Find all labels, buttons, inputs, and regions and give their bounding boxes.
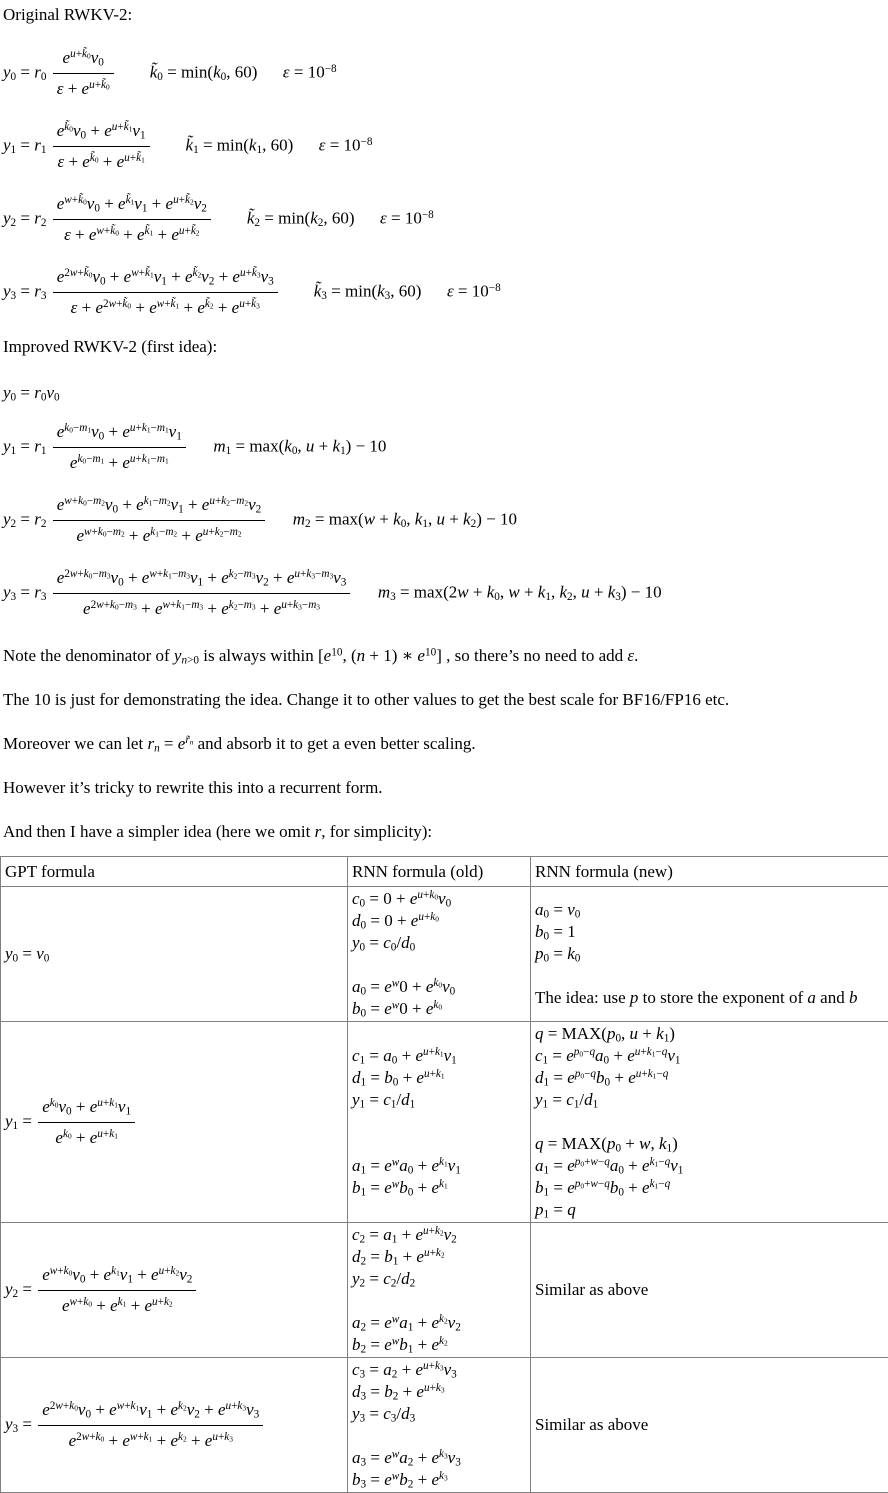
formula-line: $p_1 = q$ bbox=[535, 1199, 884, 1221]
formula-line bbox=[535, 965, 884, 987]
formula-line: $c_2 = a_1 + e^{u+k_2}v_2$ bbox=[352, 1224, 526, 1246]
cell-new-y0 bbox=[531, 887, 888, 1022]
cell-gpt-y2: $y_2$ = $\frac{e^{w+k_0}v_0 + e^{k_1}v_1 + e^{u+k_2}v_2}{e^{w+k_0} + e^{k_1} + e^{u+k_2}}$ bbox=[1, 1223, 348, 1358]
formula-line: $d_0 = 0 + e^{u+k_0}$ bbox=[352, 910, 526, 932]
cell-old-y1 bbox=[348, 1022, 531, 1223]
formula-line: $y_0 = c_0/d_0$ bbox=[352, 932, 526, 954]
formula-improved-y2: $y_2 = r_2$ $\frac{e^{w+k_0-m_2}v_0 + e^{k_1-m_2}v_1 + e^{u+k_2-m_2}v_2}{e^{w+k_0-m_2} + e^{k_1-m_2} + e^{u+k_2-m_2}}$ $m_2 = \max(w + k_0$, $k_1$, $u + k_2) - 10$ bbox=[3, 491, 888, 550]
formula-line: $y_1 = c_1/d_1$ bbox=[535, 1089, 884, 1111]
formula-line bbox=[535, 1111, 884, 1133]
note-denominator: Note the denominator of $y_{n>0}$ is always within [$e^{10}$, (n + 1) ∗ $e^{10}$] , so there’s no need to add ε. bbox=[3, 645, 888, 667]
formula-line: $b_0 = e^w0 + e^{k_0}$ bbox=[352, 998, 526, 1020]
formula-line: $b_1 = e^wb_0 + e^{k_1}$ bbox=[352, 1177, 526, 1199]
formula-line: $d_1 = b_0 + e^{u+k_1}$ bbox=[352, 1067, 526, 1089]
formula-line: $d_2 = b_1 + e^{u+k_2}$ bbox=[352, 1246, 526, 1268]
formula-line: $b_1 = e^{p_0+w-q}b_0 + e^{k_1-q}$ bbox=[535, 1177, 884, 1199]
formula-line: $a_0 = e^w0 + e^{k_0}v_0$ bbox=[352, 976, 526, 998]
formula-line: $b_3 = e^wb_2 + e^{k_3}$ bbox=[352, 1469, 526, 1491]
formula-line: $c_3 = a_2 + e^{u+k_3}v_3$ bbox=[352, 1359, 526, 1381]
formula-line bbox=[352, 1111, 526, 1133]
col-header-rnn-new: RNN formula (new) bbox=[531, 857, 888, 887]
formula-line: $q = MAX(p_0$, $u + k_1$) bbox=[535, 1023, 884, 1045]
formula-line: The idea: use p to store the exponent of a and b bbox=[535, 987, 884, 1009]
cell-new-y3 bbox=[531, 1358, 888, 1493]
formula-line: $a_1 = e^wa_0 + e^{k_1}v_1$ bbox=[352, 1155, 526, 1177]
cell-old-y3 bbox=[348, 1358, 531, 1493]
note-simpler-idea: And then I have a simpler idea (here we omit r, for simplicity): bbox=[3, 821, 888, 843]
formula-table bbox=[0, 856, 888, 1493]
cell-gpt-y3: $y_3$ = $\frac{e^{2w+k_0}v_0 + e^{w+k_1}v_1 + e^{k_2}v_2 + e^{u+k_3}v_3}{e^{2w+k_0} + e^{w+k_1} + e^{k_2} + e^{u+k_3}}$ bbox=[1, 1358, 348, 1493]
formula-line: $y_2 = c_2/d_2$ bbox=[352, 1268, 526, 1290]
formula-improved-y1: $y_1 = r_1$ $\frac{e^{k_0-m_1}v_0 + e^{u+k_1-m_1}v_1}{e^{k_0-m_1} + e^{u+k_1-m_1}}$ $m_1 = \max(k_0$, $u + k_1) - 10$ bbox=[3, 418, 888, 477]
formula-original-y1: $y_1 = r_1$ $\frac{e^{k̃_0}v_0 + e^{u+k̃_1}v_1}{\varepsilon + e^{k̃_0} + e^{u+k̃_1}}$ $k̃_1 = \min(k_1$, 60) $\varepsilon = 10^{-8}$ bbox=[3, 117, 888, 176]
formula-original-y0: $y_0 = r_0$ $\frac{e^{u+k̃_0}v_0}{\varepsilon + e^{u+k̃_0}}$ $k̃_0 = \min(k_0$, 60) $\varepsilon = 10^{-8}$ bbox=[3, 44, 888, 103]
formula-line bbox=[352, 1290, 526, 1312]
formula-original-y3: $y_3 = r_3$ $\frac{e^{2w+k̃_0}v_0 + e^{w+k̃_1}v_1 + e^{k̃_2}v_2 + e^{u+k̃_3}v_3}{\varepsilon + e^{2w+k̃_0} + e^{w+k̃_1} + e^{k̃_2} + e^{u+k̃_3}}$ $k̃_3 = \min(k_3$, 60) $\varepsilon = 10^{-8}$ bbox=[3, 263, 888, 322]
section-title-original: Original RWKV-2: bbox=[3, 4, 888, 26]
cell-new-y2 bbox=[531, 1223, 888, 1358]
col-header-gpt-formula: GPT formula bbox=[1, 857, 348, 887]
formula-line: Similar as above bbox=[535, 1279, 884, 1301]
table-row-y0 bbox=[1, 887, 888, 1022]
formula-line: $y_3 = c_3/d_3$ bbox=[352, 1403, 526, 1425]
formula-line: Similar as above bbox=[535, 1414, 884, 1436]
formula-line bbox=[352, 954, 526, 976]
formula-line: $d_1 = e^{p_0-q}b_0 + e^{u+k_1-q}$ bbox=[535, 1067, 884, 1089]
formula-line: $a_3 = e^wa_2 + e^{k_3}v_3$ bbox=[352, 1447, 526, 1469]
formula-line: $c_0 = 0 + e^{u+k_0}v_0$ bbox=[352, 888, 526, 910]
table-header-row bbox=[1, 857, 888, 887]
cell-old-y0 bbox=[348, 887, 531, 1022]
col-header-rnn-old: RNN formula (old) bbox=[348, 857, 531, 887]
formula-line: $b_2 = e^wb_1 + e^{k_2}$ bbox=[352, 1334, 526, 1356]
cell-gpt-y1: $y_1$ = $\frac{e^{k_0}v_0 + e^{u+k_1}v_1}{e^{k_0} + e^{u+k_1}}$ bbox=[1, 1022, 348, 1223]
note-ten-scale: The 10 is just for demonstrating the idea. Change it to other values to get the best scale for BF16/FP16 etc. bbox=[3, 689, 888, 711]
formula-line: $y_1 = c_1/d_1$ bbox=[352, 1089, 526, 1111]
table-row-y3 bbox=[1, 1358, 888, 1493]
formula-line bbox=[352, 1133, 526, 1155]
cell-old-y2 bbox=[348, 1223, 531, 1358]
table-row-y1 bbox=[1, 1022, 888, 1223]
cell-new-y1 bbox=[531, 1022, 888, 1223]
formula-line: $p_0 = k_0$ bbox=[535, 943, 884, 965]
formula-improved-y0: $y_0 = r_0v_0$ bbox=[3, 382, 888, 404]
formula-original-y2: $y_2 = r_2$ $\frac{e^{w+k̃_0}v_0 + e^{k̃_1}v_1 + e^{u+k̃_2}v_2}{\varepsilon + e^{w+k̃_0} + e^{k̃_1} + e^{u+k̃_2}}$ $k̃_2 = \min(k_2$, 60) $\varepsilon = 10^{-8}$ bbox=[3, 190, 888, 249]
formula-improved-y3: $y_3 = r_3$ $\frac{e^{2w+k_0-m_3}v_0 + e^{w+k_1-m_3}v_1 + e^{k_2-m_3}v_2 + e^{u+k_3-m_3}v_3}{e^{2w+k_0-m_3} + e^{w+k_1-m_3} + e^{k_2-m_3} + e^{u+k_3-m_3}}$ $m_3 = \max(2w + k_0$, $w + k_1$, $k_2$, $u + k_3) - 10$ bbox=[3, 564, 888, 623]
formula-line: $a_2 = e^wa_1 + e^{k_2}v_2$ bbox=[352, 1312, 526, 1334]
table-row-y2 bbox=[1, 1223, 888, 1358]
note-absorb-r: Moreover we can let $r_n = e^{r̃_n}$ and absorb it to get a even better scaling. bbox=[3, 733, 888, 755]
formula-line: $c_1 = e^{p_0-q}a_0 + e^{u+k_1-q}v_1$ bbox=[535, 1045, 884, 1067]
note-tricky: However it’s tricky to rewrite this into a recurrent form. bbox=[3, 777, 888, 799]
formula-line: $d_3 = b_2 + e^{u+k_3}$ bbox=[352, 1381, 526, 1403]
formula-line bbox=[352, 1425, 526, 1447]
formula-line: $a_1 = e^{p_0+w-q}a_0 + e^{k_1-q}v_1$ bbox=[535, 1155, 884, 1177]
formula-line: $q = MAX(p_0 + w$, $k_1$) bbox=[535, 1133, 884, 1155]
section-title-improved: Improved RWKV-2 (first idea): bbox=[3, 336, 888, 358]
formula-line: $a_0 = v_0$ bbox=[535, 899, 884, 921]
cell-gpt-y0: $y_0 = v_0$ bbox=[1, 887, 348, 1022]
formula-line: $c_1 = a_0 + e^{u+k_1}v_1$ bbox=[352, 1045, 526, 1067]
formula-line: $b_0 = 1$ bbox=[535, 921, 884, 943]
